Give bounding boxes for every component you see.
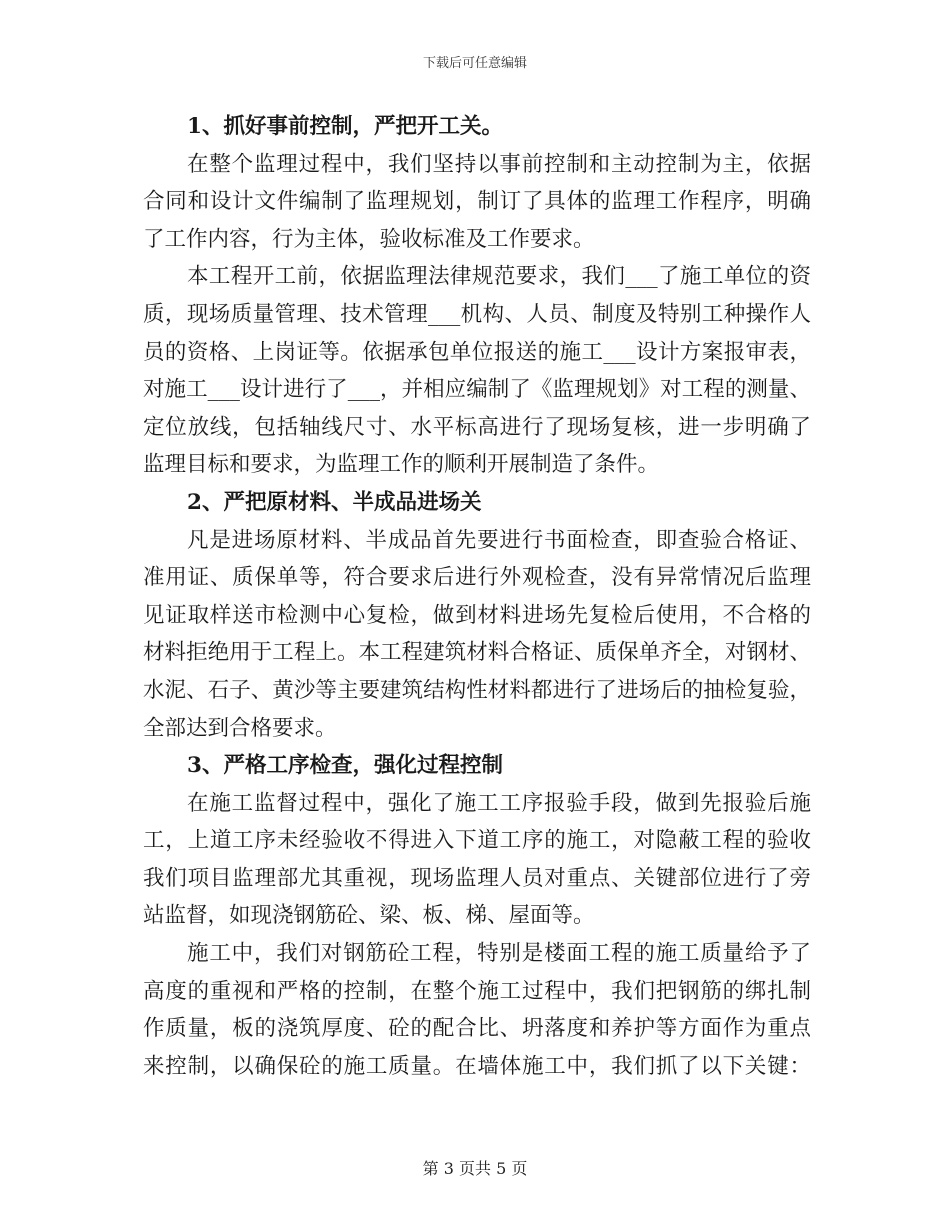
page-header: 下载后可任意编辑 [422, 56, 527, 71]
text-line: 来控制，以确保砼的施工质量。在墙体施工中，我们抓了以下关键： [143, 1053, 811, 1079]
text-line: 在整个监理过程中，我们坚持以事前控制和主动控制为主，依据 [187, 151, 811, 177]
text-line: 作质量，板的浇筑厚度、砼的配合比、坍落度和养护等方面作为重点 [143, 1016, 811, 1042]
text-line: 水泥、石子、黄沙等主要建筑结构性材料都进行了进场后的抽检复验， [143, 677, 811, 703]
text-line: 我们项目监理部尤其重视，现场监理人员对重点、关键部位进行了旁 [143, 865, 811, 891]
document-body [143, 108, 811, 1085]
text-line: 施工中，我们对钢筋砼工程，特别是楼面工程的施工质量给予了 [187, 941, 811, 967]
text-line: 监理目标和要求，为监理工作的顺利开展制造了条件。 [143, 452, 660, 478]
section-heading: 3、严格工序检查，强化过程控制 [187, 753, 503, 779]
text-line: 本工程开工前，依据监理法律规范要求，我们___了施工单位的资 [187, 264, 811, 290]
section-heading: 1、抓好事前控制，严把开工关。 [187, 114, 503, 139]
text-line: 合同和设计文件编制了监理规划，制订了具体的监理工作程序，明确 [143, 189, 811, 215]
text-line: 质，现场质量管理、技术管理___机构、人员、制度及特别工种操作人 [143, 301, 811, 327]
text-line: 了工作内容，行为主体，验收标准及工作要求。 [143, 226, 595, 252]
text-line: 准用证、质保单等，符合要求后进行外观检查，没有异常情况后监理 [143, 565, 811, 591]
text-line: 全部达到合格要求。 [143, 715, 337, 741]
text-line: 材料拒绝用于工程上。本工程建筑材料合格证、质保单齐全，对钢材、 [143, 640, 811, 666]
text-line: 见证取样送市检测中心复检，做到材料进场先复检后使用，不合格的 [143, 602, 811, 628]
text-line: 工，上道工序未经验收不得进入下道工序的施工，对隐蔽工程的验收 [143, 828, 811, 854]
text-line: 高度的重视和严格的控制，在整个施工过程中，我们把钢筋的绑扎制 [143, 978, 811, 1004]
text-line: 对施工___设计进行了___，并相应编制了《监理规划》对工程的测量、 [143, 377, 811, 403]
text-line: 定位放线，包括轴线尺寸、水平标高进行了现场复核，进一步明确了 [143, 414, 811, 440]
text-line: 在施工监督过程中，强化了施工工序报验手段，做到先报验后施 [187, 790, 811, 816]
section-heading: 2、严把原材料、半成品进场关 [187, 489, 482, 515]
text-line: 站监督，如现浇钢筋砼、梁、板、梯、屋面等。 [143, 903, 595, 929]
text-line: 凡是进场原材料、半成品首先要进行书面检查，即查验合格证、 [187, 527, 811, 553]
page-footer: 第 3 页共 5 页 [422, 1159, 528, 1178]
text-line: 员的资格、上岗证等。依据承包单位报送的施工___设计方案报审表， [143, 339, 811, 365]
